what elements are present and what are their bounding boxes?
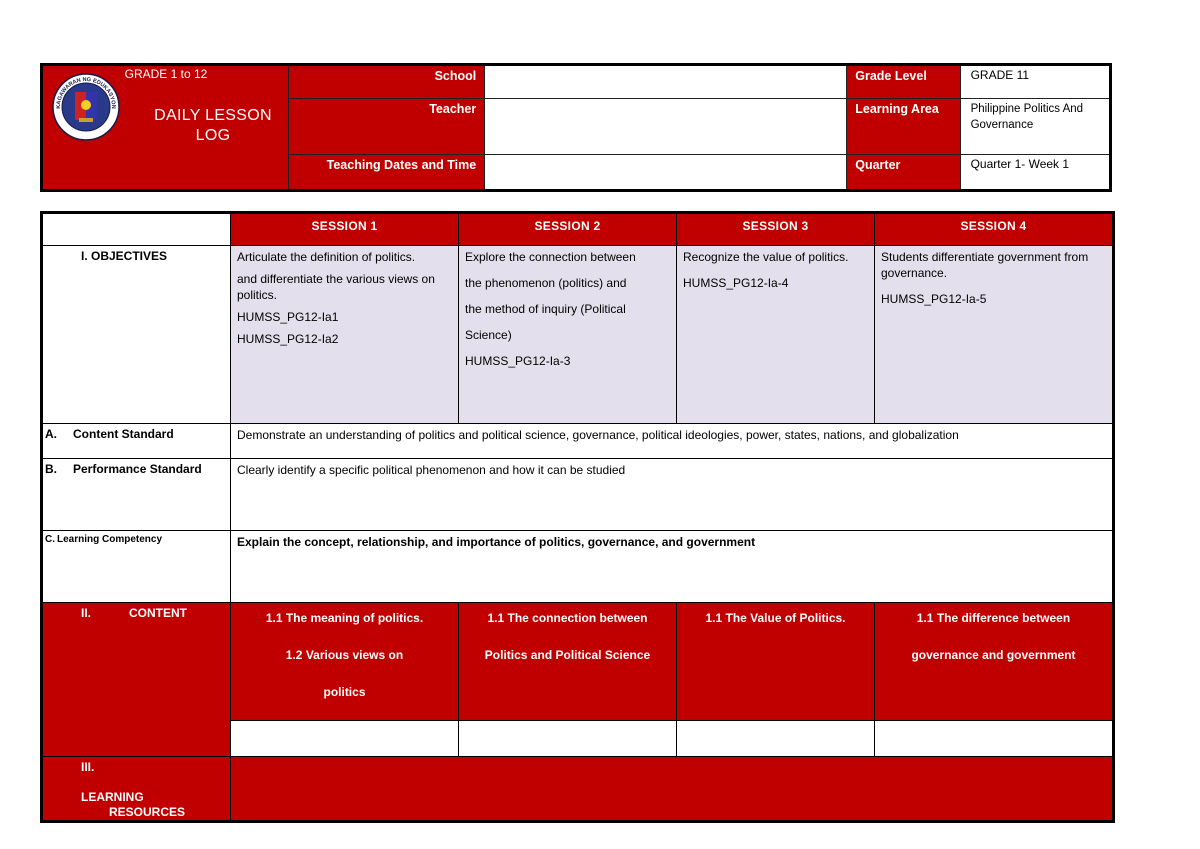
objective-code: HUMSS_PG12-Ia2 bbox=[237, 332, 339, 346]
content-topic: 1.1 The connection between bbox=[487, 611, 648, 625]
content-session-4 bbox=[875, 603, 1114, 721]
objective-text: the phenomenon (politics) and bbox=[465, 276, 627, 290]
teaching-dates-label: Teaching Dates and Time bbox=[288, 155, 485, 191]
objective-code: HUMSS_PG12-Ia-4 bbox=[683, 276, 789, 290]
learning-competency-text: Explain the concept, relationship, and importance of politics, governance, and government bbox=[231, 531, 1114, 603]
objective-code: HUMSS_PG12-Ia-5 bbox=[881, 292, 987, 306]
objective-text: Articulate the definition of politics. bbox=[237, 250, 416, 264]
teaching-dates-field[interactable] bbox=[485, 155, 847, 191]
content-topic: Politics and Political Science bbox=[484, 648, 651, 662]
learning-area-label: Learning Area bbox=[847, 99, 960, 155]
row-label: CONTENT bbox=[129, 606, 187, 620]
objectives-session-3 bbox=[677, 246, 875, 424]
objectives-session-2 bbox=[459, 246, 677, 424]
corner-cell bbox=[42, 213, 231, 246]
row-label: Performance Standard bbox=[73, 462, 202, 476]
content-session-2 bbox=[459, 603, 677, 721]
teacher-field[interactable] bbox=[485, 99, 847, 155]
objectives-session-1 bbox=[231, 246, 459, 424]
learning-resources-content bbox=[231, 757, 1114, 822]
row-number: A. bbox=[45, 427, 57, 441]
learning-resources-label bbox=[42, 757, 231, 822]
row-number: III. bbox=[81, 760, 95, 774]
quarter-value: Quarter 1- Week 1 bbox=[960, 155, 1110, 191]
title-line-2: LOG bbox=[195, 127, 231, 144]
objectives-label: I. OBJECTIVES bbox=[42, 246, 231, 424]
row-label-line-2: RESOURCES bbox=[109, 805, 186, 819]
row-number: B. bbox=[45, 462, 57, 476]
quarter-label: Quarter bbox=[847, 155, 960, 191]
deped-seal-icon bbox=[51, 72, 121, 142]
objective-code: HUMSS_PG12-Ia1 bbox=[237, 310, 339, 324]
content-notes-session-4[interactable] bbox=[875, 721, 1114, 757]
content-topic: politics bbox=[323, 685, 366, 699]
objective-text: Explore the connection between bbox=[465, 250, 636, 264]
session-4-header: SESSION 4 bbox=[875, 213, 1114, 246]
title-line-1: DAILY LESSON bbox=[154, 107, 272, 124]
content-topic: 1.1 The Value of Politics. bbox=[705, 611, 846, 625]
content-standard-label bbox=[42, 424, 231, 459]
header-table bbox=[40, 63, 1112, 192]
performance-standard-label bbox=[42, 459, 231, 531]
row-label: LEARNING bbox=[81, 790, 144, 804]
school-label: School bbox=[288, 65, 485, 99]
content-standard-text: Demonstrate an understanding of politics and political science, governance, political ideologies, power, states, nations, and globalization bbox=[231, 424, 1114, 459]
performance-standard-text: Clearly identify a specific political phenomenon and how it can be studied bbox=[231, 459, 1114, 531]
content-session-3 bbox=[677, 603, 875, 721]
grade-range-label: GRADE 1 to 12 bbox=[124, 67, 208, 81]
row-number: C. bbox=[45, 534, 55, 545]
learning-area-value: Philippine Politics And Governance bbox=[960, 99, 1110, 155]
objective-text: and differentiate the various views on politics. bbox=[237, 272, 435, 302]
school-field[interactable] bbox=[485, 65, 847, 99]
row-label-line-1 bbox=[81, 760, 226, 805]
learning-competency-label bbox=[42, 531, 231, 603]
grade-level-value: GRADE 11 bbox=[960, 65, 1110, 99]
session-2-header: SESSION 2 bbox=[459, 213, 677, 246]
row-label: Content Standard bbox=[73, 427, 174, 441]
grade-level-label: Grade Level bbox=[847, 65, 960, 99]
content-topic: 1.1 The meaning of politics. bbox=[265, 611, 424, 625]
content-notes-session-3[interactable] bbox=[677, 721, 875, 757]
session-3-header: SESSION 3 bbox=[677, 213, 875, 246]
objective-text: Science) bbox=[465, 328, 512, 342]
content-topic: governance and government bbox=[911, 648, 1076, 662]
objective-text: the method of inquiry (Political bbox=[465, 302, 626, 316]
content-topic: 1.2 Various views on bbox=[285, 648, 404, 662]
row-number: II. bbox=[81, 606, 92, 620]
objective-text: Students differentiate government from governance. bbox=[881, 250, 1089, 280]
content-session-1 bbox=[231, 603, 459, 721]
objective-code: HUMSS_PG12-Ia-3 bbox=[465, 354, 571, 368]
content-label bbox=[42, 603, 231, 757]
session-1-header: SESSION 1 bbox=[231, 213, 459, 246]
daily-lesson-log-title bbox=[143, 106, 283, 146]
logo-cell bbox=[42, 65, 289, 191]
content-notes-session-2[interactable] bbox=[459, 721, 677, 757]
content-notes-session-1[interactable] bbox=[231, 721, 459, 757]
seal-text: KAGAWARAN NG EDUKASYON bbox=[55, 76, 117, 109]
lesson-log-table bbox=[40, 211, 1115, 823]
row-label: Learning Competency bbox=[57, 534, 163, 545]
objectives-session-4 bbox=[875, 246, 1114, 424]
teacher-label: Teacher bbox=[288, 99, 485, 155]
content-topic: 1.1 The difference between bbox=[916, 611, 1071, 625]
objective-text: Recognize the value of politics. bbox=[683, 250, 849, 264]
